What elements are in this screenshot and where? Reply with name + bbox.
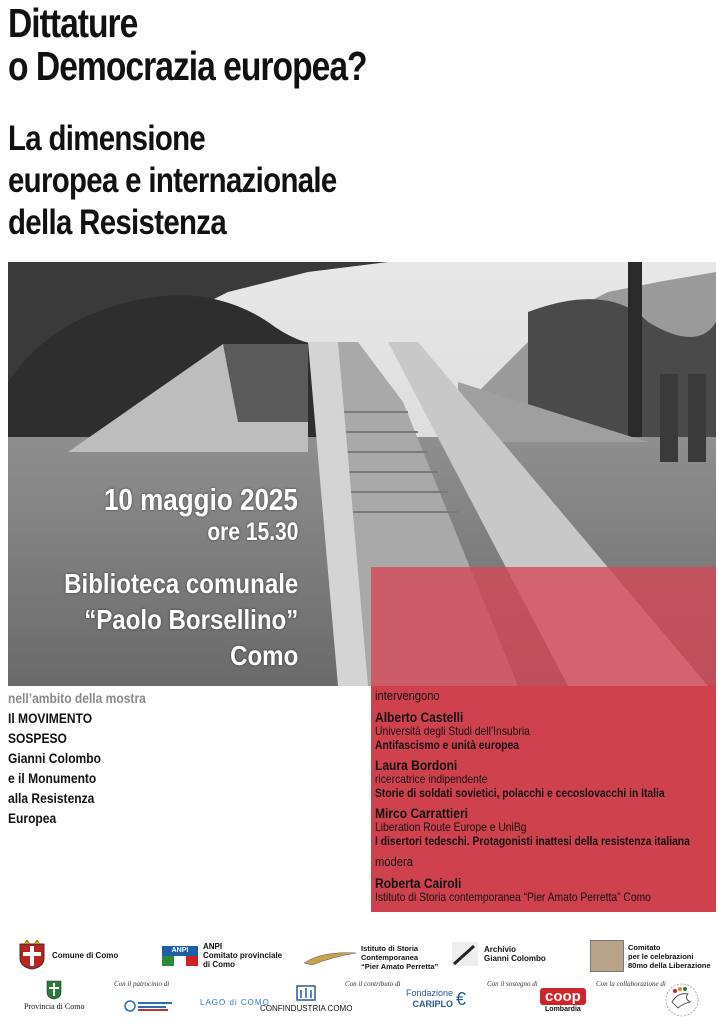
speakers-panel bbox=[371, 686, 716, 912]
sponsor-logos bbox=[0, 930, 724, 1024]
logo-comune bbox=[18, 940, 118, 970]
collaborazione-label: Con la collaborazione di bbox=[596, 980, 666, 988]
venue-line-1: Biblioteca comunale bbox=[63, 568, 298, 599]
exhibition-line: Europea bbox=[8, 810, 57, 826]
logo-confindustria-label: CONFINDUSTRIA COMO bbox=[260, 1004, 353, 1013]
subtitle-line-1: La dimensione bbox=[8, 119, 206, 158]
logo-lago-label: LAGO di COMO bbox=[200, 998, 270, 1007]
sostegno-label: Con il sostegno di bbox=[487, 980, 538, 988]
logo-anpi-line: Comitato provinciale bbox=[203, 951, 283, 960]
logo-comitato bbox=[590, 940, 711, 972]
exhibition-line: e il Monumento bbox=[8, 770, 97, 786]
logo-collaborazione bbox=[664, 982, 700, 1018]
logo-anpi-line: di Como bbox=[203, 960, 235, 969]
logo-istituto-line: “Pier Amato Perretta” bbox=[361, 962, 439, 971]
logo-comitato-line: Comitato bbox=[628, 942, 661, 952]
logo-provincia bbox=[24, 980, 84, 1011]
logo-camera-commercio bbox=[124, 1000, 174, 1012]
poster-subtitle bbox=[8, 118, 337, 244]
red-overlay bbox=[371, 567, 716, 686]
title-line-2: o Democrazia europea? bbox=[8, 43, 367, 89]
coop-logo-text: coop bbox=[540, 988, 586, 1005]
exhibition-line: Gianni Colombo bbox=[8, 750, 101, 766]
confindustria-icon bbox=[295, 984, 317, 1002]
logo-anpi bbox=[162, 942, 282, 969]
logo-confindustria bbox=[260, 984, 352, 1013]
cariplo-mark-icon: € bbox=[456, 988, 467, 1009]
archivio-sculpture-icon bbox=[450, 940, 480, 968]
coop-region: Lombardia bbox=[545, 1006, 581, 1013]
camera-commercio-icon bbox=[124, 1000, 174, 1012]
moderator-label: modera bbox=[375, 854, 413, 869]
speaker-affiliation: Liberation Route Europe e UniBg bbox=[375, 820, 527, 834]
poster-title bbox=[8, 2, 367, 88]
logo-provincia-label: Provincia di Como bbox=[24, 1002, 85, 1011]
fondazione-line: CARIPLO bbox=[412, 999, 454, 1009]
provincia-shield-icon bbox=[46, 980, 62, 1000]
coat-of-arms-icon bbox=[18, 940, 46, 970]
comitato-badge-icon bbox=[590, 940, 624, 972]
venue-line-3: Como bbox=[229, 640, 298, 671]
moderator-name: Roberta Cairoli bbox=[375, 875, 462, 891]
patrocinio-label: Con il patrocinio di bbox=[114, 980, 170, 988]
speaker-topic: Antifascismo e unità europea bbox=[375, 738, 519, 752]
moderator-affiliation: Istituto di Storia contemporanea “Pier Amato Perretta” Como bbox=[375, 890, 651, 904]
speaker-name: Alberto Castelli bbox=[375, 709, 464, 725]
event-venue bbox=[64, 566, 298, 674]
logo-archivio-line: Archivio bbox=[484, 945, 517, 954]
contributo-label: Con il contributo di bbox=[345, 980, 401, 988]
dove-emblem-icon bbox=[664, 982, 700, 1018]
speaker-affiliation: Università degli Studi dell’Insubria bbox=[375, 724, 530, 738]
logo-archivio bbox=[450, 940, 546, 968]
venue-line-2: “Paolo Borsellino” bbox=[83, 604, 298, 635]
speaker-topic: Storie di soldati sovietici, polacchi e cecoslovacchi in Italia bbox=[375, 786, 665, 800]
fondazione-line: Fondazione bbox=[406, 988, 454, 998]
logo-comitato-line: per le celebrazioni bbox=[628, 951, 694, 961]
exhibition-line: SOSPESO bbox=[8, 730, 67, 746]
exhibition-info bbox=[8, 688, 146, 828]
subtitle-line-2: europea e internazionale bbox=[8, 161, 337, 200]
exhibition-line: Il MOVIMENTO bbox=[8, 710, 93, 726]
event-time: ore 15.30 bbox=[206, 518, 298, 546]
logo-istituto bbox=[302, 944, 438, 971]
logo-comitato-line: 80mo della Liberazione bbox=[628, 960, 711, 970]
logo-archivio-line: Gianni Colombo bbox=[484, 954, 546, 963]
speaker-affiliation: ricercatrice indipendente bbox=[375, 772, 488, 786]
speaker-topic: I disertori tedeschi. Protagonisti inattesi della resistenza italiana bbox=[375, 834, 690, 848]
logo-coop bbox=[540, 988, 586, 1013]
logo-anpi-line: ANPI bbox=[203, 942, 223, 951]
event-date: 10 maggio 2025 bbox=[104, 482, 298, 517]
logo-comune-label: Comune di Como bbox=[52, 950, 119, 960]
logo-istituto-line: Contemporanea bbox=[361, 953, 419, 962]
anpi-flag-icon: ANPI bbox=[162, 946, 198, 966]
title-line-1: Dittature bbox=[8, 0, 138, 46]
subtitle-line-3: della Resistenza bbox=[8, 203, 227, 242]
speaker-name: Mirco Carrattieri bbox=[375, 805, 469, 821]
exhibition-line: alla Resistenza bbox=[8, 790, 95, 806]
speakers-intro: intervengono bbox=[375, 688, 440, 703]
speaker-name: Laura Bordoni bbox=[375, 757, 458, 773]
istituto-quill-icon bbox=[302, 949, 358, 967]
exhibition-intro: nell’ambito della mostra bbox=[8, 690, 146, 706]
logo-istituto-line: Istituto di Storia bbox=[361, 944, 419, 953]
logo-fondazione-cariplo bbox=[406, 988, 466, 1010]
